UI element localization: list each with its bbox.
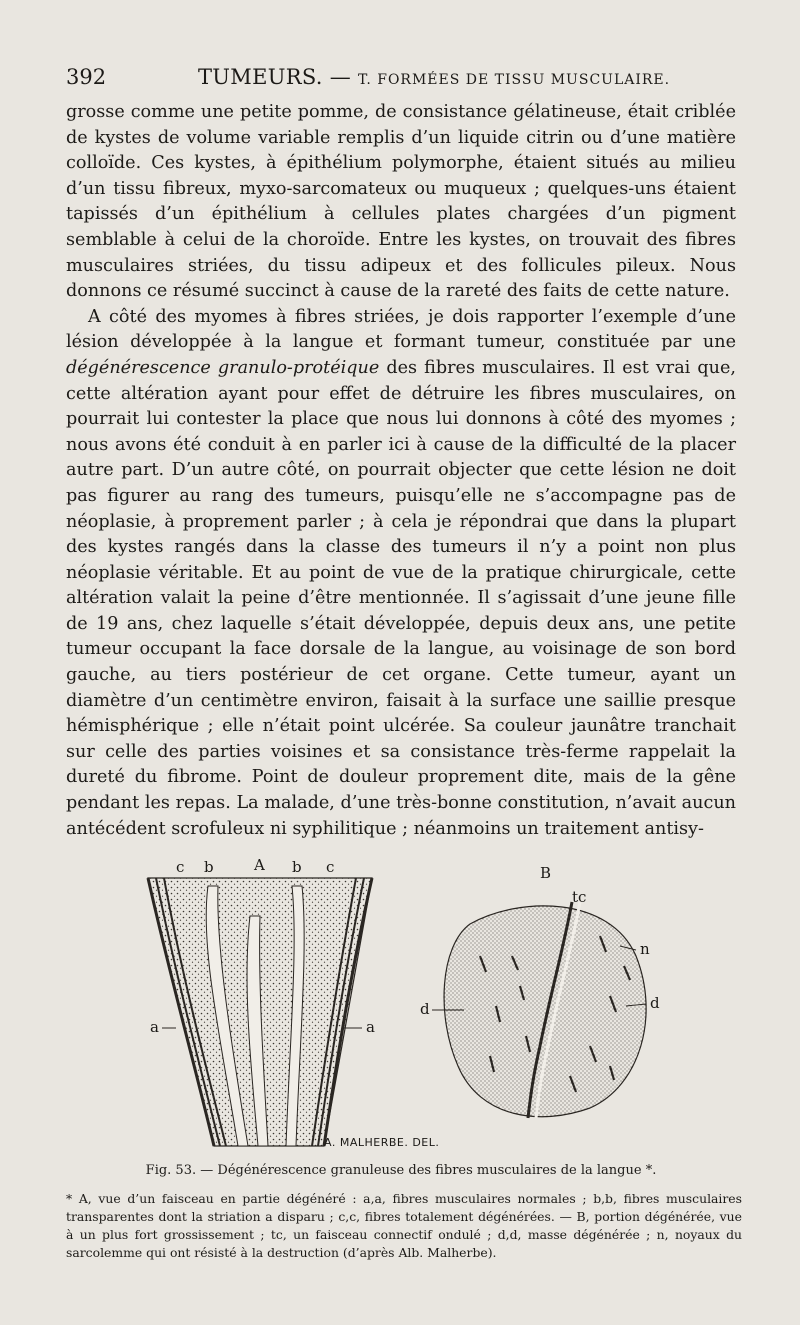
page-number: 392: [66, 65, 107, 89]
figure-53: [140, 856, 680, 1156]
figure-b-section: [420, 864, 660, 1118]
label-tc: tc: [572, 888, 587, 906]
label-B: B: [540, 864, 552, 882]
running-title: [198, 65, 670, 89]
caption-text: — Dégénérescence granuleuse des fibres musculaires de la langue *.: [200, 1163, 657, 1178]
body-text: [66, 100, 736, 842]
label-c-left: c: [176, 858, 185, 876]
label-a-left: a: [150, 1018, 159, 1036]
title-main: TUMEURS.: [198, 65, 323, 89]
paragraph-2-start: A côté des myomes à fibres striées, je dois rapporter l’exemple d’une lésion développée à la langue et formant tumeur, constituée par une: [66, 306, 736, 353]
label-a-right: a: [366, 1018, 375, 1036]
label-n: n: [640, 940, 650, 958]
label-c-right: c: [326, 858, 335, 876]
label-d-left: d: [420, 1000, 430, 1018]
figure-caption: [66, 1162, 736, 1180]
title-separator: —: [329, 65, 352, 89]
label-b-left: b: [204, 858, 214, 876]
title-sub: T. FORMÉES DE TISSU MUSCULAIRE.: [358, 72, 671, 88]
paragraph-2-rest: des fibres musculaires. Il est vrai que, cette altération ayant pour effet de détruire les fibres musculaires, on pourrait lui contester la place que nous lui donnons à côté des myomes ; nous avons été conduit à en parler ici à cause de la difficulté de la placer autre part. D’un autre côté, on pourrait objecter que cette lésion ne doit pas figurer au rang des tumeurs, puisqu’elle ne s’accompagne pas de néoplasie, à proprement parler ; à cela je répondrai que dans la plupart des kystes rangés dans la classe des tumeurs il n’y a point non plus néoplasie véritable. Et au point de vue de la pratique chirurgicale, cette altération valait la peine d’être mentionnée. Il s’agissait d’une jeune fille de 19 ans, chez laquelle s’était développée, depuis deux ans, une petite tumeur occupant la face dorsale de la langue, au voisinage de son bord gauche, au tiers postérieur de cet organe. Cette tumeur, ayant un diamètre d’un centimètre environ, faisait à la surface une saillie presque hémisphérique ; elle n’était point ulcérée. Sa couleur jaunâtre tranchait sur celle des parties voisines et sa consistance très-ferme rappelait la dureté du fibrome. Point de douleur proprement dite, mais de la gêne pendant les repas. La malade, d’une très-bonne constitution, n’avait aucun antécédent scrofuleux ni syphilitique ; néanmoins un traitement antisy-: [66, 357, 736, 839]
figure-number: Fig. 53.: [145, 1163, 197, 1178]
figure-a-bundle: [148, 856, 375, 1146]
paragraph-2: [66, 305, 736, 842]
figure-illustration: [140, 856, 680, 1156]
label-d-right: d: [650, 994, 660, 1012]
italic-term: dégénérescence granulo-protéique: [66, 357, 380, 378]
running-header: [66, 63, 746, 93]
label-A: A: [254, 856, 265, 874]
paragraph-1: grosse comme une petite pomme, de consistance gélatineuse, était criblée de kystes de volume variable remplis d’un liquide citrin ou d’une matière colloïde. Ces kystes, à épithélium polymorphe, étaient situés au milieu d’un tissu fibreux, myxo-sarcomateux ou muqueux ; quelques-uns étaient tapissés d’un épithélium à cellules plates chargées d’un pigment semblable à celui de la choroïde. Entre les kystes, on trouvait des fibres musculaires striées, du tissu adipeux et des follicules pileux. Nous donnons ce résumé succinct à cause de la rareté des faits de cette nature.: [66, 102, 736, 302]
label-b-right: b: [292, 858, 302, 876]
illustrator-credit: A. MALHERBE. DEL.: [324, 1136, 440, 1149]
figure-footnote: * A, vue d’un faisceau en partie dégénéré : a,a, fibres musculaires normales ; b,b, fibres musculaires transparentes dont la striation a disparu ; c,c, fibres totalement dégénérées. — B, portion dégénérée, vue à un plus fort grossissement ; tc, un faisceau connectif ondulé ; d,d, masse dégénérée ; n, noyaux du sarcolemme qui ont résisté à la destruction (d’après Alb. Malherbe).: [66, 1191, 742, 1260]
